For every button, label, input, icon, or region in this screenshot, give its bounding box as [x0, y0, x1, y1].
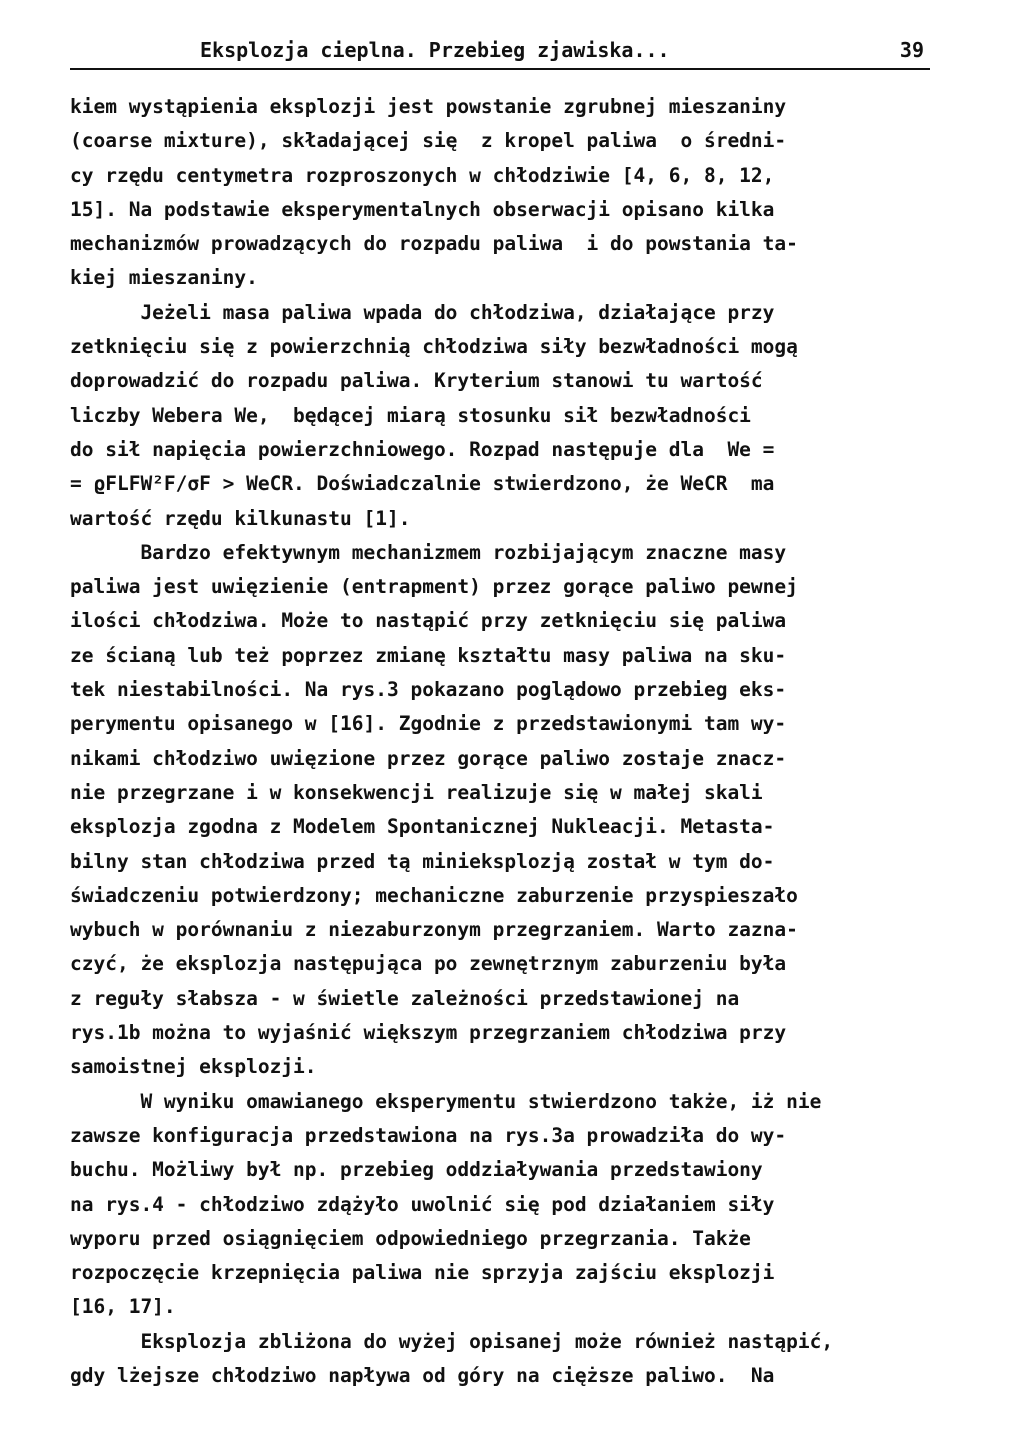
page-header [70, 28, 930, 70]
text-line: na rys.4 - chłodziwo zdążyło uwolnić się pod działaniem siły [70, 1192, 775, 1216]
text-line: zawsze konfiguracja przedstawiona na rys.3a prowadziła do wy- [70, 1123, 787, 1147]
text-line: nie przegrzane i w konsekwencji realizuje się w małej skali [70, 780, 763, 804]
text-line: świadczeniu potwierdzony; mechaniczne zaburzenie przyspieszało [70, 883, 798, 907]
text-line: do sił napięcia powierzchniowego. Rozpad następuje dla We = [70, 437, 775, 461]
text-line: paliwa jest uwięzienie (entrapment) przez gorące paliwo pewnej [70, 575, 798, 599]
text-line: Jeżeli masa paliwa wpada do chłodziwa, działające przy [70, 300, 775, 324]
text-line: zetknięciu się z powierzchnią chłodziwa siły bezwładności mogą [70, 335, 798, 359]
text-line: [16, 17]. [70, 1295, 176, 1319]
text-line: buchu. Możliwy był np. przebieg oddziaływania przedstawiony [70, 1158, 763, 1182]
text-line: samoistnej eksplozji. [70, 1055, 317, 1079]
text-line: czyć, że eksplozja następująca po zewnętrznym zaburzeniu była [70, 952, 787, 976]
text-line: rozpoczęcie krzepnięcia paliwa nie sprzyja zajściu eksplozji [70, 1261, 775, 1285]
text-line: gdy lżejsze chłodziwo napływa od góry na cięższe paliwo. Na [70, 1363, 775, 1387]
text-line: bilny stan chłodziwa przed tą minieksplozją został w tym do- [70, 849, 775, 873]
text-line: Eksplozja zbliżona do wyżej opisanej może również nastąpić, [70, 1329, 834, 1353]
text-line: (coarse mixture), składającej się z kropel paliwa o średni- [70, 129, 787, 153]
text-line: ze ścianą lub też poprzez zmianę kształtu masy paliwa na sku- [70, 643, 787, 667]
body-text [70, 90, 940, 1393]
text-line: nikami chłodziwo uwięzione przez gorące paliwo zostaje znacz- [70, 746, 787, 770]
text-line: kiem wystąpienia eksplozji jest powstanie zgrubnej mieszaniny [70, 95, 787, 118]
page-number: 39 [899, 38, 924, 62]
text-line: z reguły słabsza - w świetle zależności przedstawionej na [70, 986, 740, 1010]
text-line: 15]. Na podstawie eksperymentalnych obserwacji opisano kilka [70, 197, 775, 221]
text-line: wartość rzędu kilkunastu [1]. [70, 506, 411, 530]
text-line: kiej mieszaniny. [70, 266, 258, 290]
text-line: wyporu przed osiągnięciem odpowiedniego przegrzania. Także [70, 1226, 751, 1250]
text-line: ilości chłodziwa. Może to nastąpić przy zetknięciu się paliwa [70, 609, 787, 633]
text-line: perymentu opisanego w [16]. Zgodnie z przedstawionymi tam wy- [70, 712, 787, 736]
text-line: mechanizmów prowadzących do rozpadu paliwa i do powstania ta- [70, 232, 798, 256]
text-line: cy rzędu centymetra rozproszonych w chłodziwie [4, 6, 8, 12, [70, 163, 775, 187]
text-line: wybuch w porównaniu z niezaburzonym przegrzaniem. Warto zazna- [70, 918, 798, 942]
running-head: Eksplozja cieplna. Przebieg zjawiska... [200, 38, 670, 62]
text-line: eksplozja zgodna z Modelem Spontanicznej Nukleacji. Metasta- [70, 815, 775, 839]
formula-line: = ϱFLFW²F/σF > WeCR. Doświadczalnie stwierdzono, że WeCR ma [70, 472, 775, 496]
text-line: W wyniku omawianego eksperymentu stwierdzono także, iż nie [70, 1089, 822, 1113]
text-line: doprowadzić do rozpadu paliwa. Kryterium stanowi tu wartość [70, 369, 763, 393]
text-line: rys.1b można to wyjaśnić większym przegrzaniem chłodziwa przy [70, 1021, 787, 1045]
text-line: Bardzo efektywnym mechanizmem rozbijającym znaczne masy [70, 540, 787, 564]
text-line: liczby Webera We, będącej miarą stosunku sił bezwładności [70, 403, 751, 427]
text-line: tek niestabilności. Na rys.3 pokazano poglądowo przebieg eks- [70, 678, 787, 702]
